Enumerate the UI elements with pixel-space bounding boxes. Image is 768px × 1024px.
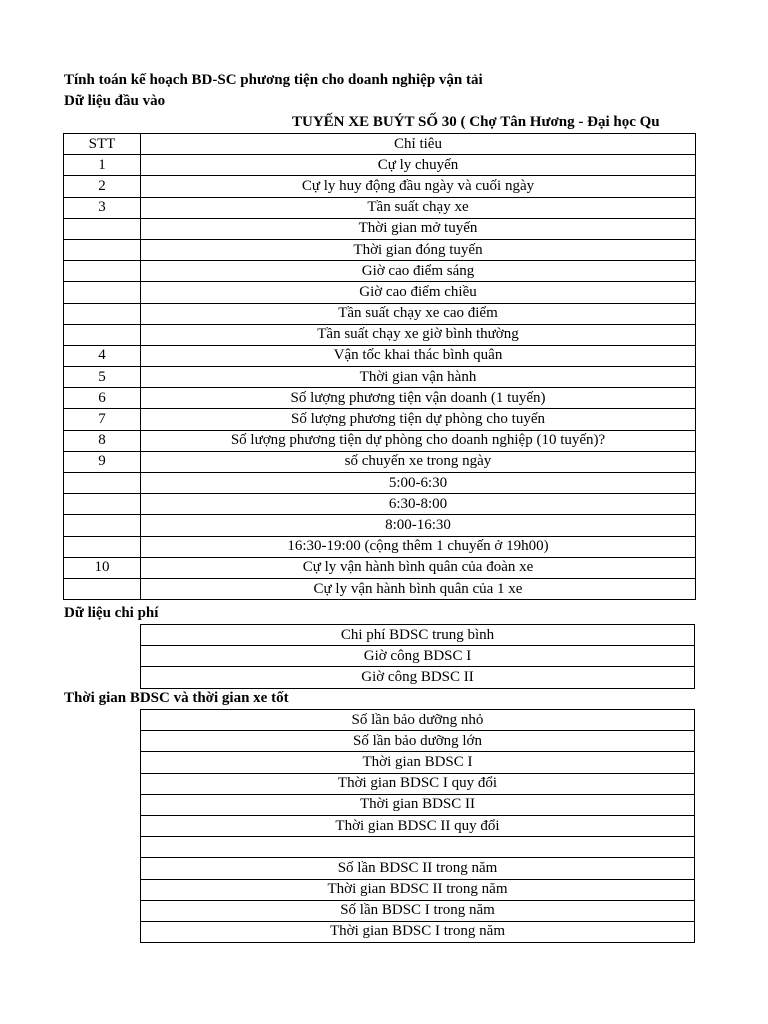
maintenance-item: Số lần BDSC II trong năm [141, 858, 695, 879]
table-row [64, 388, 696, 409]
row-stt: 4 [64, 345, 141, 366]
row-indicator: Tần suất chạy xe [141, 197, 696, 218]
table-row [141, 794, 695, 815]
stt-header: STT [64, 134, 141, 155]
table-row [141, 625, 695, 646]
row-indicator: 5:00-6:30 [141, 473, 696, 494]
table-row [141, 900, 695, 921]
table-row [141, 815, 695, 836]
row-indicator: Cự ly chuyến [141, 155, 696, 176]
row-stt [64, 282, 141, 303]
maintenance-item [141, 837, 695, 858]
table-row [141, 921, 695, 942]
table-row [64, 409, 696, 430]
row-stt [64, 239, 141, 260]
table-row [141, 646, 695, 667]
row-indicator: Cự ly huy động đầu ngày và cuối ngày [141, 176, 696, 197]
table-row [141, 858, 695, 879]
document-title: Tính toán kế hoạch BD-SC phương tiện cho doanh nghiệp vận tải [64, 72, 483, 88]
indicator-header: Chỉ tiêu [141, 134, 696, 155]
table-row [64, 367, 696, 388]
row-stt [64, 261, 141, 282]
row-indicator: Cự ly vận hành bình quân của đoàn xe [141, 557, 696, 578]
input-data-table [63, 133, 696, 600]
maintenance-time-heading: Thời gian BDSC và thời gian xe tốt [64, 690, 289, 706]
row-stt: 10 [64, 557, 141, 578]
row-indicator: 16:30-19:00 (cộng thêm 1 chuyến ở 19h00) [141, 536, 696, 557]
row-indicator: 8:00-16:30 [141, 515, 696, 536]
table-row [141, 710, 695, 731]
table-row [141, 837, 695, 858]
row-indicator: Cự ly vận hành bình quân của 1 xe [141, 578, 696, 599]
table-row [64, 430, 696, 451]
table-row [64, 197, 696, 218]
row-stt: 7 [64, 409, 141, 430]
table-row [64, 473, 696, 494]
row-stt [64, 578, 141, 599]
row-indicator: 6:30-8:00 [141, 494, 696, 515]
table-row [64, 261, 696, 282]
maintenance-item: Thời gian BDSC I [141, 752, 695, 773]
row-stt [64, 473, 141, 494]
table-row [64, 303, 696, 324]
cost-data-table [140, 624, 695, 689]
maintenance-item: Thời gian BDSC II trong năm [141, 879, 695, 900]
row-stt [64, 494, 141, 515]
row-stt: 6 [64, 388, 141, 409]
table-row [64, 451, 696, 472]
row-indicator: Tần suất chạy xe giờ bình thường [141, 324, 696, 345]
table-row [64, 345, 696, 366]
maintenance-item: Số lần BDSC I trong năm [141, 900, 695, 921]
cost-item: Giờ công BDSC II [141, 667, 695, 688]
table-row [64, 536, 696, 557]
row-stt [64, 218, 141, 239]
row-stt: 3 [64, 197, 141, 218]
maintenance-item: Thời gian BDSC II [141, 794, 695, 815]
table-row [64, 324, 696, 345]
row-indicator: Giờ cao điểm sáng [141, 261, 696, 282]
row-stt: 9 [64, 451, 141, 472]
row-stt [64, 515, 141, 536]
table-row [64, 239, 696, 260]
table-row [141, 752, 695, 773]
input-data-heading: Dữ liệu đầu vào [64, 93, 166, 109]
row-indicator: Tần suất chạy xe cao điểm [141, 303, 696, 324]
row-indicator: Thời gian vận hành [141, 367, 696, 388]
maintenance-item: Số lần bảo dưỡng lớn [141, 731, 695, 752]
maintenance-item: Thời gian BDSC I trong năm [141, 921, 695, 942]
row-stt [64, 303, 141, 324]
row-indicator: số chuyến xe trong ngày [141, 451, 696, 472]
row-stt: 8 [64, 430, 141, 451]
table-row [64, 218, 696, 239]
row-stt [64, 536, 141, 557]
cost-data-heading: Dữ liệu chi phí [64, 605, 159, 621]
row-indicator: Giờ cao điểm chiều [141, 282, 696, 303]
row-indicator: Thời gian mở tuyến [141, 218, 696, 239]
row-indicator: Vận tốc khai thác bình quân [141, 345, 696, 366]
row-stt: 5 [64, 367, 141, 388]
row-indicator: Số lượng phương tiện vận doanh (1 tuyến) [141, 388, 696, 409]
route-title: TUYẾN XE BUÝT SỐ 30 ( Chợ Tân Hương - Đại học Qu [292, 114, 660, 130]
table-row [141, 731, 695, 752]
cost-item: Chi phí BDSC trung bình [141, 625, 695, 646]
table-row [141, 879, 695, 900]
maintenance-item: Thời gian BDSC II quy đổi [141, 815, 695, 836]
table-row [64, 155, 696, 176]
row-stt [64, 324, 141, 345]
table-row [141, 667, 695, 688]
table-header-row [64, 134, 696, 155]
table-row [64, 494, 696, 515]
table-row [64, 282, 696, 303]
row-indicator: Thời gian đóng tuyến [141, 239, 696, 260]
row-stt: 1 [64, 155, 141, 176]
table-row [141, 773, 695, 794]
table-row [64, 176, 696, 197]
maintenance-time-table [140, 709, 695, 943]
table-row [64, 515, 696, 536]
cost-item: Giờ công BDSC I [141, 646, 695, 667]
row-stt: 2 [64, 176, 141, 197]
table-row [64, 578, 696, 599]
table-row [64, 557, 696, 578]
maintenance-item: Thời gian BDSC I quy đổi [141, 773, 695, 794]
maintenance-item: Số lần bảo dưỡng nhỏ [141, 710, 695, 731]
row-indicator: Số lượng phương tiện dự phòng cho tuyến [141, 409, 696, 430]
row-indicator: Số lượng phương tiện dự phòng cho doanh nghiệp (10 tuyến)? [141, 430, 696, 451]
